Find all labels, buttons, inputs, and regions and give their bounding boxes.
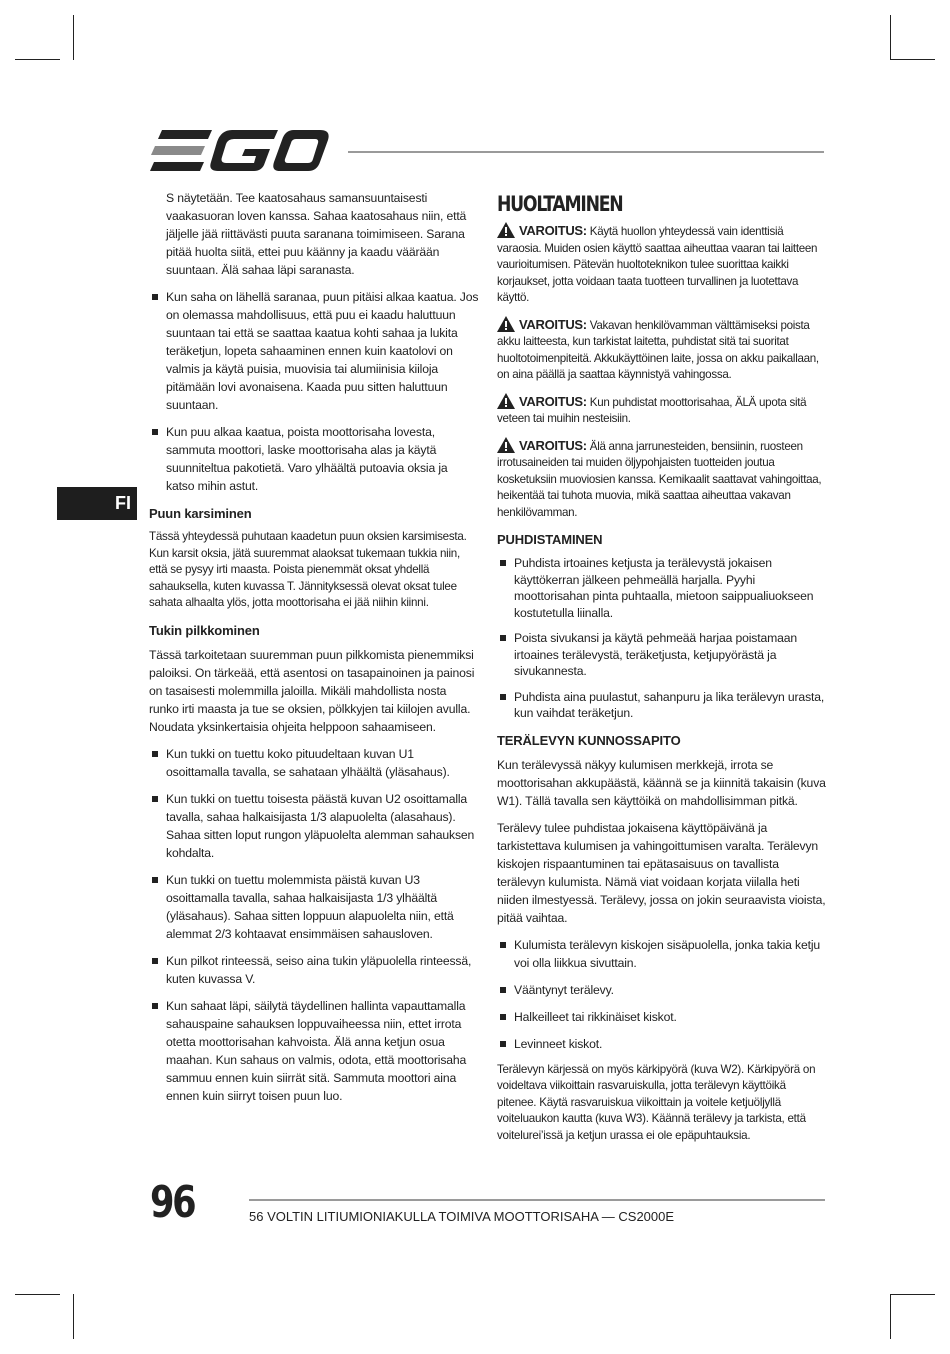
- bullet-icon: [152, 877, 158, 883]
- footer-product-line: 56 VOLTIN LITIUMIONIAKULLA TOIMIVA MOOTTORISAHA — CS2000E: [249, 1209, 675, 1224]
- list-item: Kun sahaat läpi, säilytä täydellinen hallinta vapauttamalla sahauspaine sahauksen loppuvaiheessa niin, ettet irrota otetta moottorisahan kahvoista. Älä anna ketjun osua maahan. Kun sahaus on valmis, odota, että moottorisaha sammuu ennen kuin siirrät sitä. Sammuta moottori aina ennen kuin siirryt toisen puun luo.: [149, 997, 479, 1105]
- list-item: Poista sivukansi ja käytä pehmeää harjaa poistamaan irtoaines terälevystä, teräketjusta, ketjupyörästä ja sivukannesta.: [497, 630, 827, 680]
- bullet-icon: [500, 942, 506, 948]
- limbing-paragraph: Tässä yhteydessä puhutaan kaadetun puun oksien karsimisesta. Kun karsit oksia, jätä suuremmat alaoksat tukemaan tukkia niin, että se pysyy irti maasta. Poista pienemmät oksat yhdellä sahauksella, kuten kuvassa T. Jännityksessä olevat oksat tulee sahata alhaalta ylös, jotta moottorisaha ei jää niihin kiinni.: [149, 530, 467, 609]
- language-tab: FI: [57, 487, 137, 520]
- left-column: [149, 189, 479, 1114]
- list-item: Kun puu alkaa kaatua, poista moottorisaha lovesta, sammuta moottori, laske moottorisaha alas ja käytä suunniteltua pakotietä. Varo ylhäältä putoavia oksia ja katso mihin astut.: [149, 423, 479, 495]
- bar-paragraph: Terälevyn kärjessä on myös kärkipyörä (kuva W2). Kärkipyörä on voideltava viikoittain rasvaruiskulla, jotta terälevyn käyttöikä pitenee. Käytä rasvaruiskua viikoittain ja voitele ketjuöljyllä voiteluaukon kautta (kuva W3). Käännä terälevy ja tarkista, että voitelurei’issä ja ketjun urassa ei ole epäpuhtauksia.: [497, 1062, 816, 1142]
- bucking-bullet-list: [149, 745, 479, 1105]
- warning-block: [497, 437, 827, 522]
- warning-block: [497, 222, 827, 307]
- section-heading-bar-maintenance: TERÄLEVYN KUNNOSSAPITO: [497, 732, 681, 748]
- bullet-icon: [500, 1041, 506, 1047]
- footer-rule: [249, 1199, 825, 1201]
- warning-label: VAROITUS:: [519, 393, 587, 409]
- list-item: Halkeilleet tai rikkinäiset kiskot.: [497, 1008, 827, 1026]
- intro-paragraph: S näytetään. Tee kaatosahaus samansuuntaisesti vaakasuoran loven kanssa. Sahaa kaatosahaus niin, että jäljelle jää riittävästi puuta saranana toimimiseen. Sarana pitää huolta siitä, ettei puu käänny ja kaadu väärään suuntaan. Älä sahaa läpi saranasta.: [166, 191, 467, 277]
- bullet-icon: [500, 560, 506, 566]
- bullet-icon: [152, 1003, 158, 1009]
- section-title: HUOLTAMINEN: [497, 192, 623, 216]
- warning-block: [497, 316, 827, 384]
- warning-text: Kun puhdistat moottorisahaa, ÄLÄ upota sitä veteen tai muihin nesteisiin.: [497, 395, 807, 425]
- list-item: Kun tukki on tuettu koko pituudeltaan kuvan U1 osoittamalla tavalla, se sahataan ylhäältä (yläsahaus).: [149, 745, 479, 781]
- crop-mark: [890, 1294, 935, 1295]
- ego-logo: [150, 130, 330, 172]
- bullet-icon: [500, 987, 506, 993]
- warning-block: [497, 393, 827, 428]
- list-item: Kun tukki on tuettu molemmista päistä kuvan U3 osoittamalla tavalla, sahaa halkaisijasta 1/3 ylhäältä (yläsahaus). Sahaa sitten loppuun alapuolelta niin, että alemmat 2/3 kohtaavat ensimmäisen sahausloven.: [149, 871, 479, 943]
- list-item: Puhdista aina puulastut, sahanpuru ja lika terälevyn urasta, kun vaihdat teräketjun.: [497, 689, 827, 722]
- warning-text: Käytä huollon yhteydessä vain identtisiä varaosia. Muiden osien käyttö saattaa aiheuttaa vaaran tai laitteen vaurioitumisen. Pätevän huoltoteknikon tulee suorittaa kaikki korjaukset, jotta voidaan taata tuotteen turvallinen ja luotettava käyttö.: [497, 225, 818, 304]
- list-item: Kun pilkot rinteessä, seiso aina tukin yläpuolella rinteessä, kuten kuvassa V.: [149, 952, 479, 988]
- cleaning-bullet-list: [497, 555, 827, 722]
- bucking-paragraph: Tässä tarkoitetaan suuremman puun pilkkomista pienemmiksi paloiksi. On tärkeää, että asentosi on tasapainoinen ja painosi on tasaisesti molemmilla jaloilla. Mikäli mahdollista nosta runko irti maasta ja tue se oksien, pölkkyjen tai kiilojen avulla. Noudata yksinkertaisia ohjeita helppoon sahaamiseen.: [149, 647, 475, 734]
- crop-mark: [890, 59, 935, 60]
- crop-mark: [890, 15, 891, 60]
- bar-defect-list: [497, 936, 827, 1053]
- bullet-icon: [152, 429, 158, 435]
- bullet-icon: [152, 751, 158, 757]
- bullet-icon: [500, 1014, 506, 1020]
- section-heading-bucking: Tukin pilkkominen: [149, 622, 260, 638]
- crop-mark: [73, 15, 74, 60]
- list-item: Kulumista terälevyn kiskojen sisäpuolella, jonka takia ketju voi olla liikkua sivuttain.: [497, 936, 827, 972]
- list-item: Levinneet kiskot.: [497, 1035, 827, 1053]
- crop-mark: [73, 1294, 74, 1339]
- warning-text: Vakavan henkilövamman välttämiseksi poista akku laitteesta, kun tarkistat laitetta, puhdistat sitä tai suoritat huoltotoimenpiteitä. Akkukäyttöinen laite, jossa on akku paikallaan, on aina päällä ja saattaa käynnistyä vahingossa.: [497, 318, 819, 381]
- warning-triangle-icon: [497, 393, 515, 409]
- section-heading-cleaning: PUHDISTAMINEN: [497, 532, 603, 547]
- warning-label: VAROITUS:: [519, 316, 587, 332]
- bullet-icon: [152, 958, 158, 964]
- felling-bullet-list: [149, 288, 479, 495]
- warning-triangle-icon: [497, 437, 515, 453]
- bullet-icon: [500, 694, 506, 700]
- warning-text: Älä anna jarrunesteiden, bensiinin, ruosteen irrotusaineiden tai muiden öljypohjaisten tuotteiden joutua kosketuksiin muoviosien kanssa. Kemikaalit saattavat vahingoittaa, heikentää tai tuhota muovia, mikä saattaa aiheuttaa vakavan henkilövamman.: [497, 439, 822, 519]
- page-number: 96: [150, 1177, 195, 1228]
- header-rule: [348, 151, 824, 153]
- crop-mark: [15, 1294, 60, 1295]
- list-item: Puhdista irtoaines ketjusta ja terälevystä jokaisen käyttökerran jälkeen pehmeällä harjalla. Pyyhi moottorisahan pinta puhtaalla, mietoon saippualiuokseen kostutetulla liinalla.: [497, 555, 827, 621]
- list-item: Kun saha on lähellä saranaa, puun pitäisi alkaa kaatua. Jos on olemassa mahdollisuus, että puu ei kaadu haluttuun suuntaan tai että se saattaa kaatua kohti sahaa ja lukita teräketjun, lopeta sahaaminen ennen kuin kaatolovi on valmis ja käytä puisia, muovisia tai alumiinisia kiiloja pitämään lovi avonaisena. Kaada puu sitten haluttuun suuntaan.: [149, 288, 479, 414]
- warning-triangle-icon: [497, 222, 515, 238]
- bullet-icon: [152, 796, 158, 802]
- list-item: Vääntynyt terälevy.: [497, 981, 827, 999]
- crop-mark: [15, 59, 60, 60]
- warning-triangle-icon: [497, 316, 515, 332]
- right-column: [497, 190, 827, 1153]
- list-item: Kun tukki on tuettu toisesta päästä kuvan U2 osoittamalla tavalla, sahaa halkaisijasta 1/3 alapuolelta (alasahaus). Sahaa sitten loput rungon yläpuolelta alemman sahauksen kohdalta.: [149, 790, 479, 862]
- bar-paragraph: Kun terälevyssä näkyy kulumisen merkkejä, irrota se moottorisahan akkupäästä, käännä se ja kiinnitä takaisin (kuva W1). Tällä tavalla sen käyttöikä on mahdollisimman pitkä.: [497, 757, 826, 808]
- bullet-icon: [152, 294, 158, 300]
- crop-mark: [890, 1294, 891, 1339]
- warning-label: VAROITUS:: [519, 437, 587, 453]
- warning-label: VAROITUS:: [519, 223, 587, 238]
- section-heading-limbing: Puun karsiminen: [149, 506, 252, 521]
- bullet-icon: [500, 635, 506, 641]
- bar-paragraph: Terälevy tulee puhdistaa jokaisena käyttöpäivänä ja tarkistettava kulumisen ja vahingoittumisen varalta. Terälevyn kiskojen rispaantuminen tai epätasaisuus on tavallista terälevyn kulumista. Nämä viat voidaan korjata viilalla heti niiden ilmestyessä. Terälevy, jossa on jokin seuraavista vioista, pitää vaihtaa.: [497, 820, 826, 925]
